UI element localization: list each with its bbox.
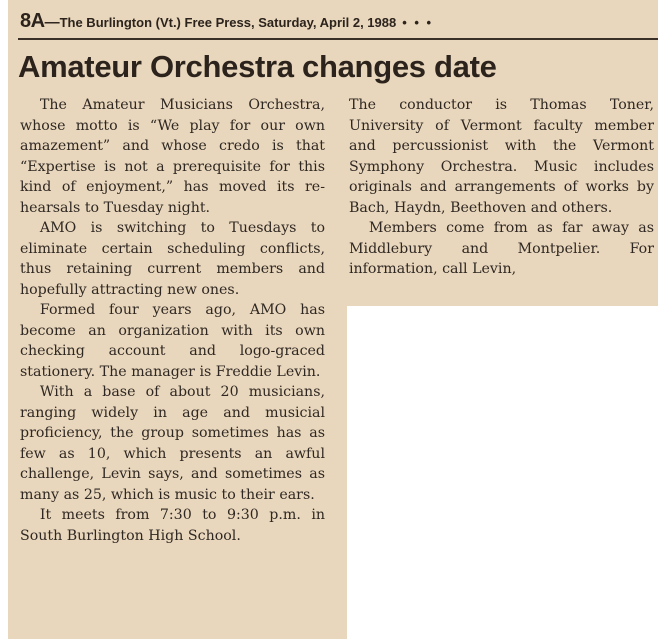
article-column-left [20, 95, 325, 546]
page-number: 8A [20, 10, 45, 32]
paragraph: It meets from 7:30 to 9:30 p.m. in South Burlington High School. [20, 507, 325, 544]
header-dots: • • • [402, 15, 434, 30]
paragraph: AMO is switching to Tuesdays to eliminate certain scheduling conflicts, thus retaining current members and hopefully attracting new ones. [20, 220, 325, 298]
paragraph: The conductor is Thomas Toner, University of Vermont faculty member and percussionist with the Vermont Symphony Orchestra. Music includes originals and arrangements of works by Bach, Haydn, Beethoven and others. [349, 97, 654, 216]
header-rule [18, 38, 658, 40]
paragraph: With a base of about 20 musicians, ranging widely in age and musicial proficiency, the group sometimes has as few as 10, which presents an awful challenge, Levin says, and sometimes as many as 25, which is music to their ears. [20, 384, 325, 503]
paragraph: Members come from as far away as Middlebury and Montpelier. For information, call Levin, [349, 220, 654, 277]
paragraph: The Amateur Musicians Orchestra, whose motto is “We play for our own amazement” and whose credo is that “Expertise is not a prerequisite for this kind of enjoyment,” has moved its rehearsals to Tuesday night. [20, 97, 325, 216]
article-column-right [349, 95, 654, 305]
publication-dateline: The Burlington (Vt.) Free Press, Saturday, April 2, 1988 [59, 15, 397, 30]
paragraph: Formed four years ago, AMO has become an organization with its own checking account and logo-graced stationery. The manager is Freddie Levin. [20, 302, 325, 380]
header-dash: — [44, 14, 60, 31]
article-headline: Amateur Orchestra changes date [18, 49, 497, 84]
page-header [20, 10, 660, 34]
